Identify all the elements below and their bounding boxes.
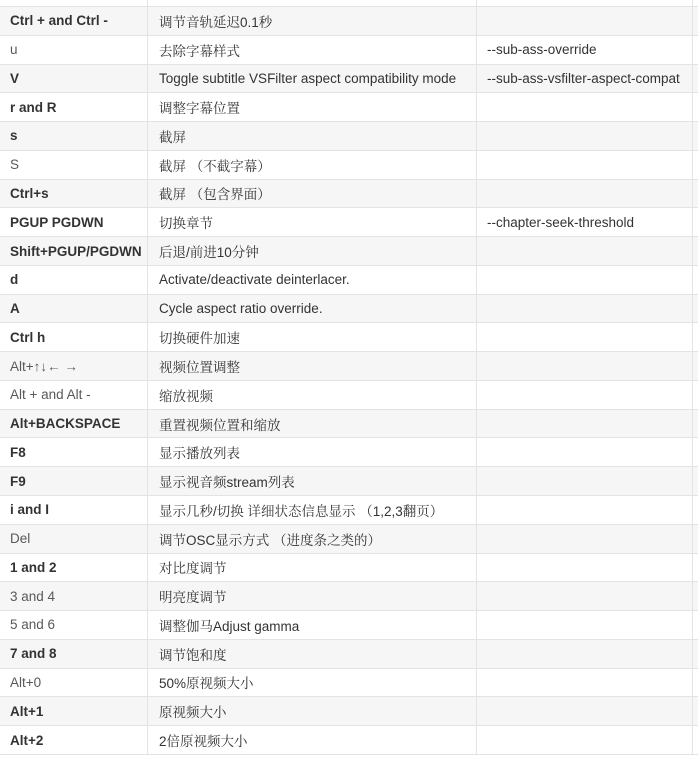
edge-sliver (693, 582, 698, 610)
key-label: 7 and 8 (10, 646, 57, 662)
table-row (0, 697, 698, 726)
edge-sliver (693, 467, 698, 495)
table-row (0, 237, 698, 266)
description-cell (148, 611, 477, 639)
table-row (0, 467, 698, 496)
edge-sliver (693, 410, 698, 438)
option-cell (477, 122, 693, 150)
key-label: Alt+↑↓← → (10, 358, 78, 374)
option-cell (477, 381, 693, 409)
table-row (0, 208, 698, 237)
edge-sliver (693, 237, 698, 265)
option-cell (477, 525, 693, 553)
edge-sliver (693, 381, 698, 409)
option-label: --sub-ass-vsfilter-aspect-compat (487, 70, 680, 86)
edge-sliver (693, 438, 698, 466)
table-row (0, 582, 698, 611)
description-label: 调整字幕位置 (159, 101, 240, 117)
description-cell (148, 122, 477, 150)
key-cell (0, 381, 148, 409)
description-label: 重置视频位置和缩放 (159, 417, 281, 433)
edge-sliver (693, 640, 698, 668)
top-partial-row (0, 0, 698, 7)
table-row (0, 7, 698, 36)
key-cell (0, 65, 148, 93)
bottom-margin (0, 755, 698, 760)
option-cell (477, 554, 693, 582)
description-label: 显示播放列表 (159, 446, 240, 462)
option-cell (477, 237, 693, 265)
option-cell (477, 266, 693, 294)
key-label: 5 and 6 (10, 617, 56, 633)
key-cell (0, 640, 148, 668)
description-cell (148, 467, 477, 495)
description-label: 明亮度调节 (159, 590, 227, 606)
table-row (0, 726, 698, 755)
description-label: 50%原视频大小 (159, 676, 254, 692)
option-cell (477, 697, 693, 725)
key-cell (0, 697, 148, 725)
description-cell (148, 295, 477, 323)
description-label: Toggle subtitle VSFilter aspect compatibility mode (159, 70, 457, 86)
description-label: 后退/前进10分钟 (159, 245, 259, 260)
edge-sliver (693, 669, 698, 697)
edge-sliver (693, 122, 698, 150)
key-cell (0, 151, 148, 179)
key-label: i and I (10, 502, 50, 518)
key-label: 1 and 2 (10, 559, 57, 575)
option-cell (477, 640, 693, 668)
edge-sliver (693, 93, 698, 121)
description-label: 2倍原视频大小 (159, 734, 248, 750)
option-cell (477, 582, 693, 610)
edge-sliver (693, 323, 698, 351)
option-cell (477, 323, 693, 351)
edge-sliver (693, 266, 698, 294)
description-cell (148, 151, 477, 179)
option-cell (477, 93, 693, 121)
key-label: d (10, 272, 19, 288)
table-row (0, 381, 698, 410)
edge-sliver (693, 697, 698, 725)
description-label: 视频位置调整 (159, 360, 240, 376)
key-label: Alt+2 (10, 732, 44, 748)
description-label: 显示几秒/切换 详细状态信息显示 （1,2,3翻页） (159, 503, 444, 519)
key-label: s (10, 128, 18, 144)
description-cell (148, 496, 477, 524)
option-cell (477, 726, 693, 754)
table-row (0, 669, 698, 698)
description-cell (148, 180, 477, 208)
description-cell (148, 0, 477, 6)
description-label: 切换硬件加速 (159, 331, 240, 347)
key-label: F8 (10, 444, 26, 460)
key-cell (0, 266, 148, 294)
key-label: 3 and 4 (10, 588, 56, 604)
table-row (0, 611, 698, 640)
key-cell (0, 582, 148, 610)
description-cell (148, 640, 477, 668)
key-cell (0, 669, 148, 697)
description-cell (148, 582, 477, 610)
description-label: Activate/deactivate deinterlacer. (159, 272, 350, 288)
table-row (0, 65, 698, 94)
option-cell (477, 467, 693, 495)
key-cell (0, 237, 148, 265)
table-row (0, 180, 698, 209)
table-row (0, 640, 698, 669)
key-label: F9 (10, 473, 26, 489)
description-cell (148, 525, 477, 553)
description-cell (148, 410, 477, 438)
key-label: Alt+1 (10, 703, 44, 719)
description-label: Cycle aspect ratio override. (159, 301, 323, 317)
description-cell (148, 323, 477, 351)
table-row (0, 151, 698, 180)
description-cell (148, 7, 477, 35)
edge-sliver (693, 726, 698, 754)
edge-sliver (693, 525, 698, 553)
description-label: 调整伽马Adjust gamma (159, 618, 300, 634)
option-label: --sub-ass-override (487, 42, 597, 58)
key-label: Del (10, 531, 31, 547)
option-cell (477, 208, 693, 236)
key-label: PGUP PGDWN (10, 214, 104, 230)
key-label: Ctrl h (10, 329, 46, 345)
key-label: Alt+0 (10, 674, 42, 690)
key-label: S (10, 157, 20, 173)
description-cell (148, 266, 477, 294)
description-label: 原视频大小 (159, 705, 227, 721)
table-row (0, 93, 698, 122)
key-cell (0, 36, 148, 64)
description-cell (148, 381, 477, 409)
description-label: 截屏 (159, 129, 186, 145)
description-label: 显示视音频stream列表 (159, 475, 295, 491)
key-label: u (10, 42, 18, 58)
edge-sliver (693, 352, 698, 380)
key-cell (0, 122, 148, 150)
edge-sliver (693, 554, 698, 582)
key-cell (0, 208, 148, 236)
description-cell (148, 726, 477, 754)
option-cell (477, 410, 693, 438)
key-label: V (10, 70, 20, 86)
table-row (0, 554, 698, 583)
description-label: 调节饱和度 (159, 647, 227, 663)
key-label: Alt + and Alt - (10, 387, 91, 403)
table-row (0, 36, 698, 65)
key-label: r and R (10, 99, 57, 115)
table-row (0, 496, 698, 525)
key-label: Ctrl + and Ctrl - (10, 13, 108, 29)
key-cell (0, 496, 148, 524)
description-cell (148, 697, 477, 725)
key-label: Shift+PGUP/PGDWN (10, 243, 142, 259)
key-cell (0, 438, 148, 466)
option-cell (477, 151, 693, 179)
key-cell (0, 554, 148, 582)
description-cell (148, 669, 477, 697)
description-label: 调节音轨延迟0.1秒 (159, 14, 273, 30)
edge-sliver (693, 295, 698, 323)
edge-sliver (693, 180, 698, 208)
key-cell (0, 0, 148, 6)
option-cell (477, 65, 693, 93)
description-cell (148, 208, 477, 236)
key-cell (0, 726, 148, 754)
description-cell (148, 352, 477, 380)
option-cell (477, 352, 693, 380)
option-cell (477, 7, 693, 35)
option-cell (477, 669, 693, 697)
description-cell (148, 65, 477, 93)
edge-sliver (693, 65, 698, 93)
option-cell (477, 438, 693, 466)
key-cell (0, 352, 148, 380)
description-cell (148, 93, 477, 121)
table-row (0, 266, 698, 295)
option-label: --chapter-seek-threshold (487, 214, 635, 230)
description-label: 切换章节 (159, 216, 213, 232)
option-cell (477, 180, 693, 208)
description-cell (148, 237, 477, 265)
edge-sliver (693, 151, 698, 179)
edge-sliver (693, 7, 698, 35)
edge-sliver (693, 208, 698, 236)
description-label: 缩放视频 (159, 388, 213, 404)
description-label: 去除字幕样式 (159, 43, 240, 59)
table-row (0, 352, 698, 381)
option-cell (477, 496, 693, 524)
key-cell (0, 467, 148, 495)
option-cell (477, 295, 693, 323)
edge-sliver (693, 36, 698, 64)
key-cell (0, 525, 148, 553)
table-row (0, 122, 698, 151)
description-label: 截屏 （包含界面） (159, 187, 271, 203)
description-cell (148, 554, 477, 582)
description-label: 调节OSC显示方式 （进度条之类的） (159, 532, 382, 548)
description-label: 对比度调节 (159, 561, 227, 577)
key-label: Ctrl+s (10, 185, 49, 201)
description-cell (148, 438, 477, 466)
description-label: 截屏 （不截字幕） (159, 158, 271, 174)
edge-sliver (693, 496, 698, 524)
key-cell (0, 611, 148, 639)
table-row (0, 438, 698, 467)
table-row (0, 525, 698, 554)
key-cell (0, 180, 148, 208)
option-cell (477, 36, 693, 64)
key-cell (0, 323, 148, 351)
option-cell (477, 0, 693, 6)
key-cell (0, 410, 148, 438)
key-label: Alt+BACKSPACE (10, 416, 121, 432)
key-cell (0, 295, 148, 323)
option-cell (477, 611, 693, 639)
description-cell (148, 36, 477, 64)
table-row (0, 323, 698, 352)
key-cell (0, 7, 148, 35)
key-cell (0, 93, 148, 121)
edge-sliver (693, 0, 698, 6)
edge-sliver (693, 611, 698, 639)
table-row (0, 295, 698, 324)
key-label: A (10, 301, 20, 317)
table-row (0, 410, 698, 439)
